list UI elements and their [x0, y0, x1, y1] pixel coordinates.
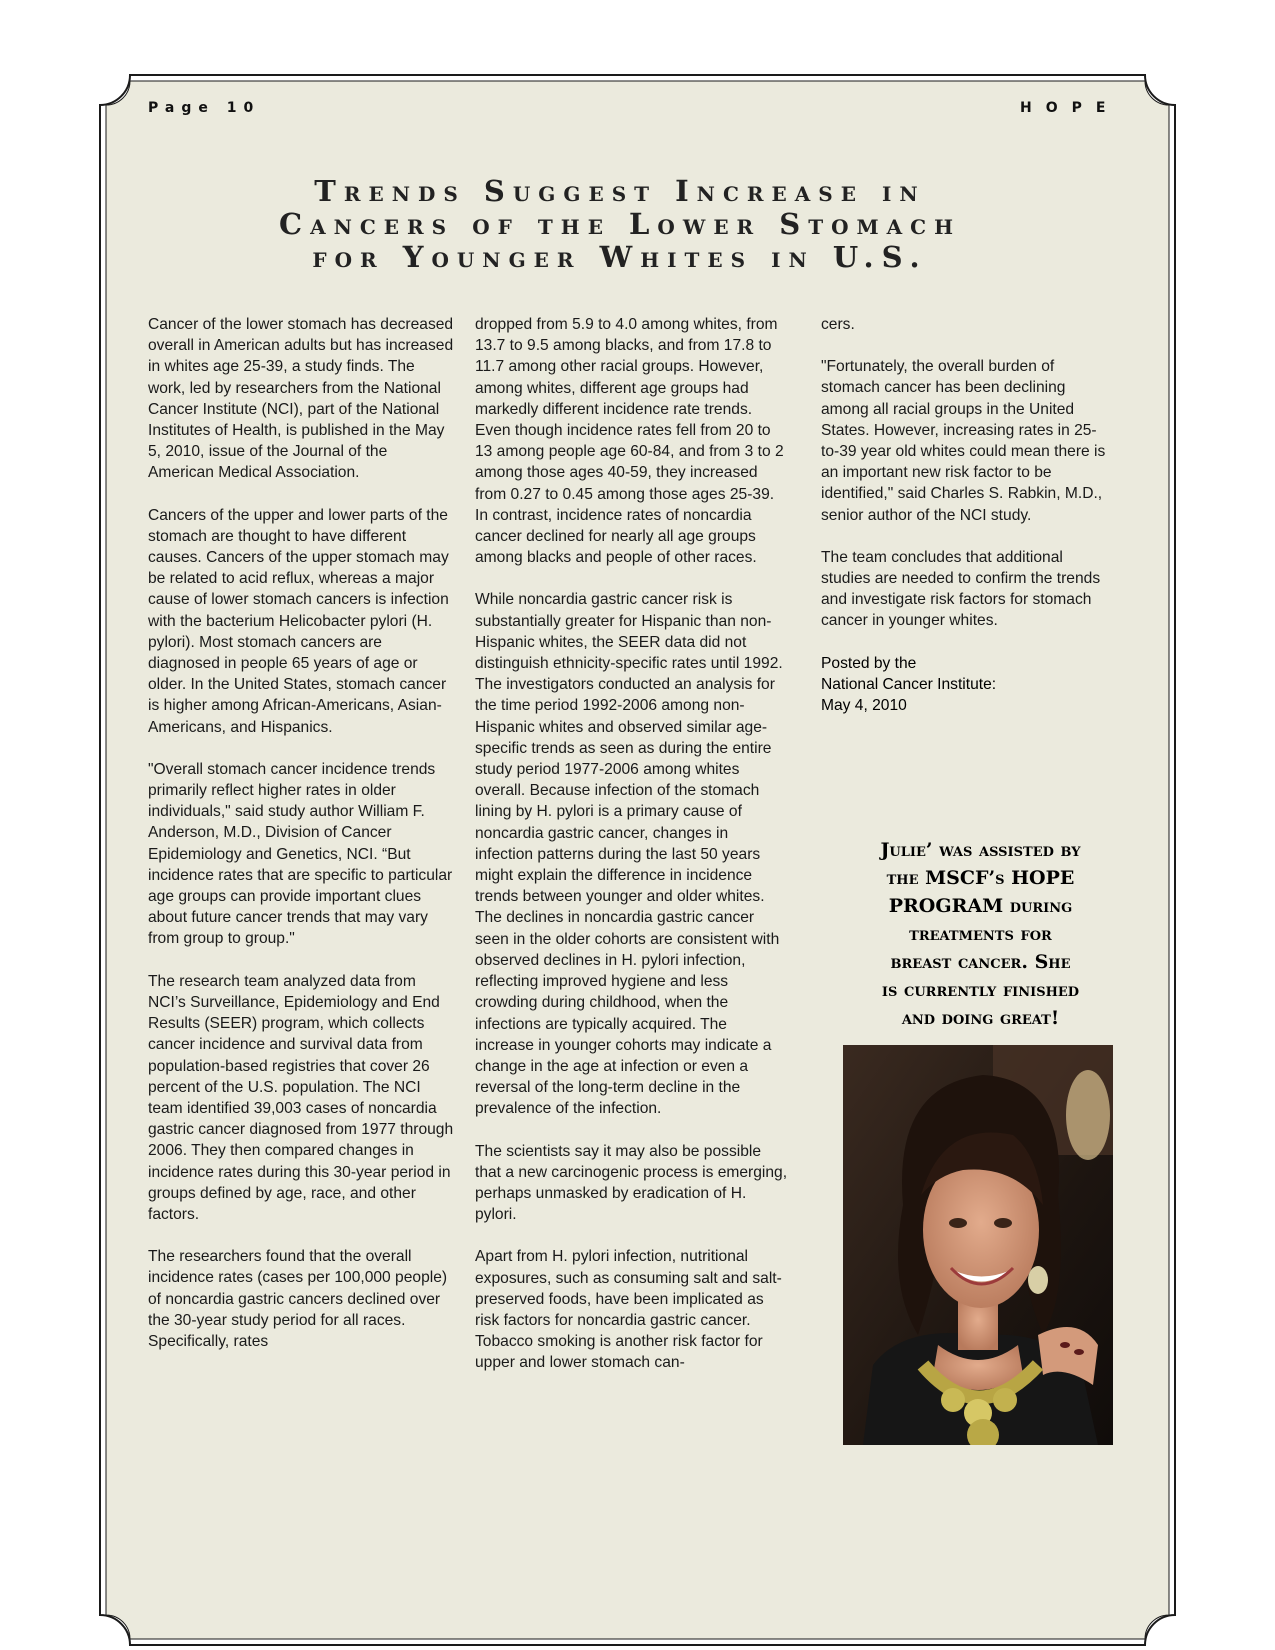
article-column-3 [821, 314, 1111, 716]
byline-line: National Cancer Institute: [821, 675, 997, 693]
title-line: for Younger Whites in U.S. [312, 240, 928, 274]
paragraph: Cancer of the lower stomach has decreased overall in American adults but has increased in whites age 25-39, a study finds. The work, led by researchers from the National Cancer Institute (NCI), part of the National Institutes of Health, is published in the May 5, 2010, issue of the Journal of the American Medical Association. [148, 316, 454, 482]
paragraph: The scientists say it may also be possible that a new carcinogenic process is emerging, perhaps unmasked by eradication of H. pylori. [475, 1142, 788, 1224]
title-line: Trends Suggest Increase in [314, 174, 926, 208]
callout-line: breast cancer. She [890, 951, 1071, 973]
callout-line: is currently finished [881, 979, 1080, 1001]
paragraph: The researchers found that the overall incidence rates (cases per 100,000 people) of noncardia gastric cancers declined over the 30-year study period for all races. Specifically, rates [148, 1248, 448, 1350]
callout-line: PROGRAM during [888, 895, 1073, 917]
paragraph: dropped from 5.9 to 4.0 among whites, from 13.7 to 9.5 among blacks, and from 17.8 to 11.7 among other racial groups. However, among whites, different age groups had markedly different incidence rate trends. Even though incidence rates fell from 20 to 13 among people age 60-84, and from 3 to 2 among those ages 40-59, they increased from 0.27 to 0.45 among those ages 25-39. In contrast, incidence rates of noncardia cancer declined for nearly all age groups among blacks and people of other races. [475, 316, 784, 567]
title-line: Cancers of the Lower Stomach [279, 207, 961, 241]
paragraph: Apart from H. pylori infection, nutritional exposures, such as consuming salt and salt-preserved foods, have been implicated as risk factors for noncardia gastric cancer. Tobacco smoking is another risk factor for upper and lower stomach can- [475, 1248, 782, 1372]
paragraph: The team concludes that additional studies are needed to confirm the trends and investigate risk factors for stomach cancer in younger whites. [821, 548, 1101, 630]
portrait-photo [843, 1045, 1113, 1445]
callout-line: the MSCF’s HOPE [886, 867, 1075, 889]
source-byline [821, 653, 1111, 716]
byline-line: May 4, 2010 [821, 696, 907, 714]
page-number: Page 10 [148, 100, 261, 116]
byline-line: Posted by the [821, 654, 917, 672]
article-title [150, 175, 1090, 274]
article-column-2 [475, 314, 789, 1395]
paragraph: While noncardia gastric cancer risk is substantially greater for Hispanic than non-Hispanic whites, the SEER data did not distinguish ethnicity-specific rates until 1992. The investigators conducted an analysis for the time period 1992-2006 among non-Hispanic whites and observed similar age-specific trends as seen as during the entire study period 1977-2006 among whites overall. Because infection of the stomach lining by H. pylori is a primary cause of noncardia gastric cancer, changes in infection patterns during the last 50 years might explain the difference in incidence trends between younger and older whites. The declines in noncardia gastric cancer seen in the older cohorts are consistent with observed declines in H. pylori infection, reflecting improved hygiene and less crowding during childhood, when the infections are typically acquired. The increase in younger cohorts may indicate a change in the age at infection or even a reversal of the long-term decline in the prevalence of the infection. [475, 591, 783, 1118]
paragraph: cers. [821, 316, 855, 333]
callout-line: Julie’ was assisted by [880, 839, 1081, 861]
paragraph: "Overall stomach cancer incidence trends primarily reflect higher rates in older individuals," said study author William F. Anderson, M.D., Division of Cancer Epidemiology and Genetics, NCI. “But incidence rates that are specific to particular age groups can provide important clues about future cancer trends that may vary from group to group." [148, 760, 453, 948]
paragraph: The research team analyzed data from NCI’s Surveillance, Epidemiology and End Results (SEER) program, which collects cancer incidence and survival data from population-based registries that cover 26 percent of the U.S. population. The NCI team identified 39,003 cases of noncardia gastric cancer diagnosed from 1977 through 2006. They then compared changes in incidence rates during this 30-year period in groups defined by age, race, and other factors. [148, 972, 454, 1223]
paragraph: "Fortunately, the overall burden of stomach cancer has been declining among all racial groups in the United States. However, increasing rates in 25-to-39 year old whites could mean there is an important new risk factor to be identified," said Charles S. Rabkin, M.D., senior author of the NCI study. [821, 358, 1106, 524]
callout-line: and doing great! [901, 1007, 1060, 1029]
article-column-1 [148, 314, 454, 1373]
testimonial-callout [823, 836, 1138, 1032]
portrait-illustration [843, 1045, 1113, 1445]
callout-line: treatments for [909, 923, 1052, 945]
paragraph: Cancers of the upper and lower parts of the stomach are thought to have different causes. Cancers of the upper stomach may be related to acid reflux, whereas a major cause of lower stomach cancers is infection with the bacterium Helicobacter pylori (H. pylori). Most stomach cancers are diagnosed in people 65 years of age or older. In the United States, stomach cancer is higher among African-Americans, Asian-Americans, and Hispanics. [148, 506, 449, 736]
publication-name: HOPE [1020, 100, 1120, 116]
